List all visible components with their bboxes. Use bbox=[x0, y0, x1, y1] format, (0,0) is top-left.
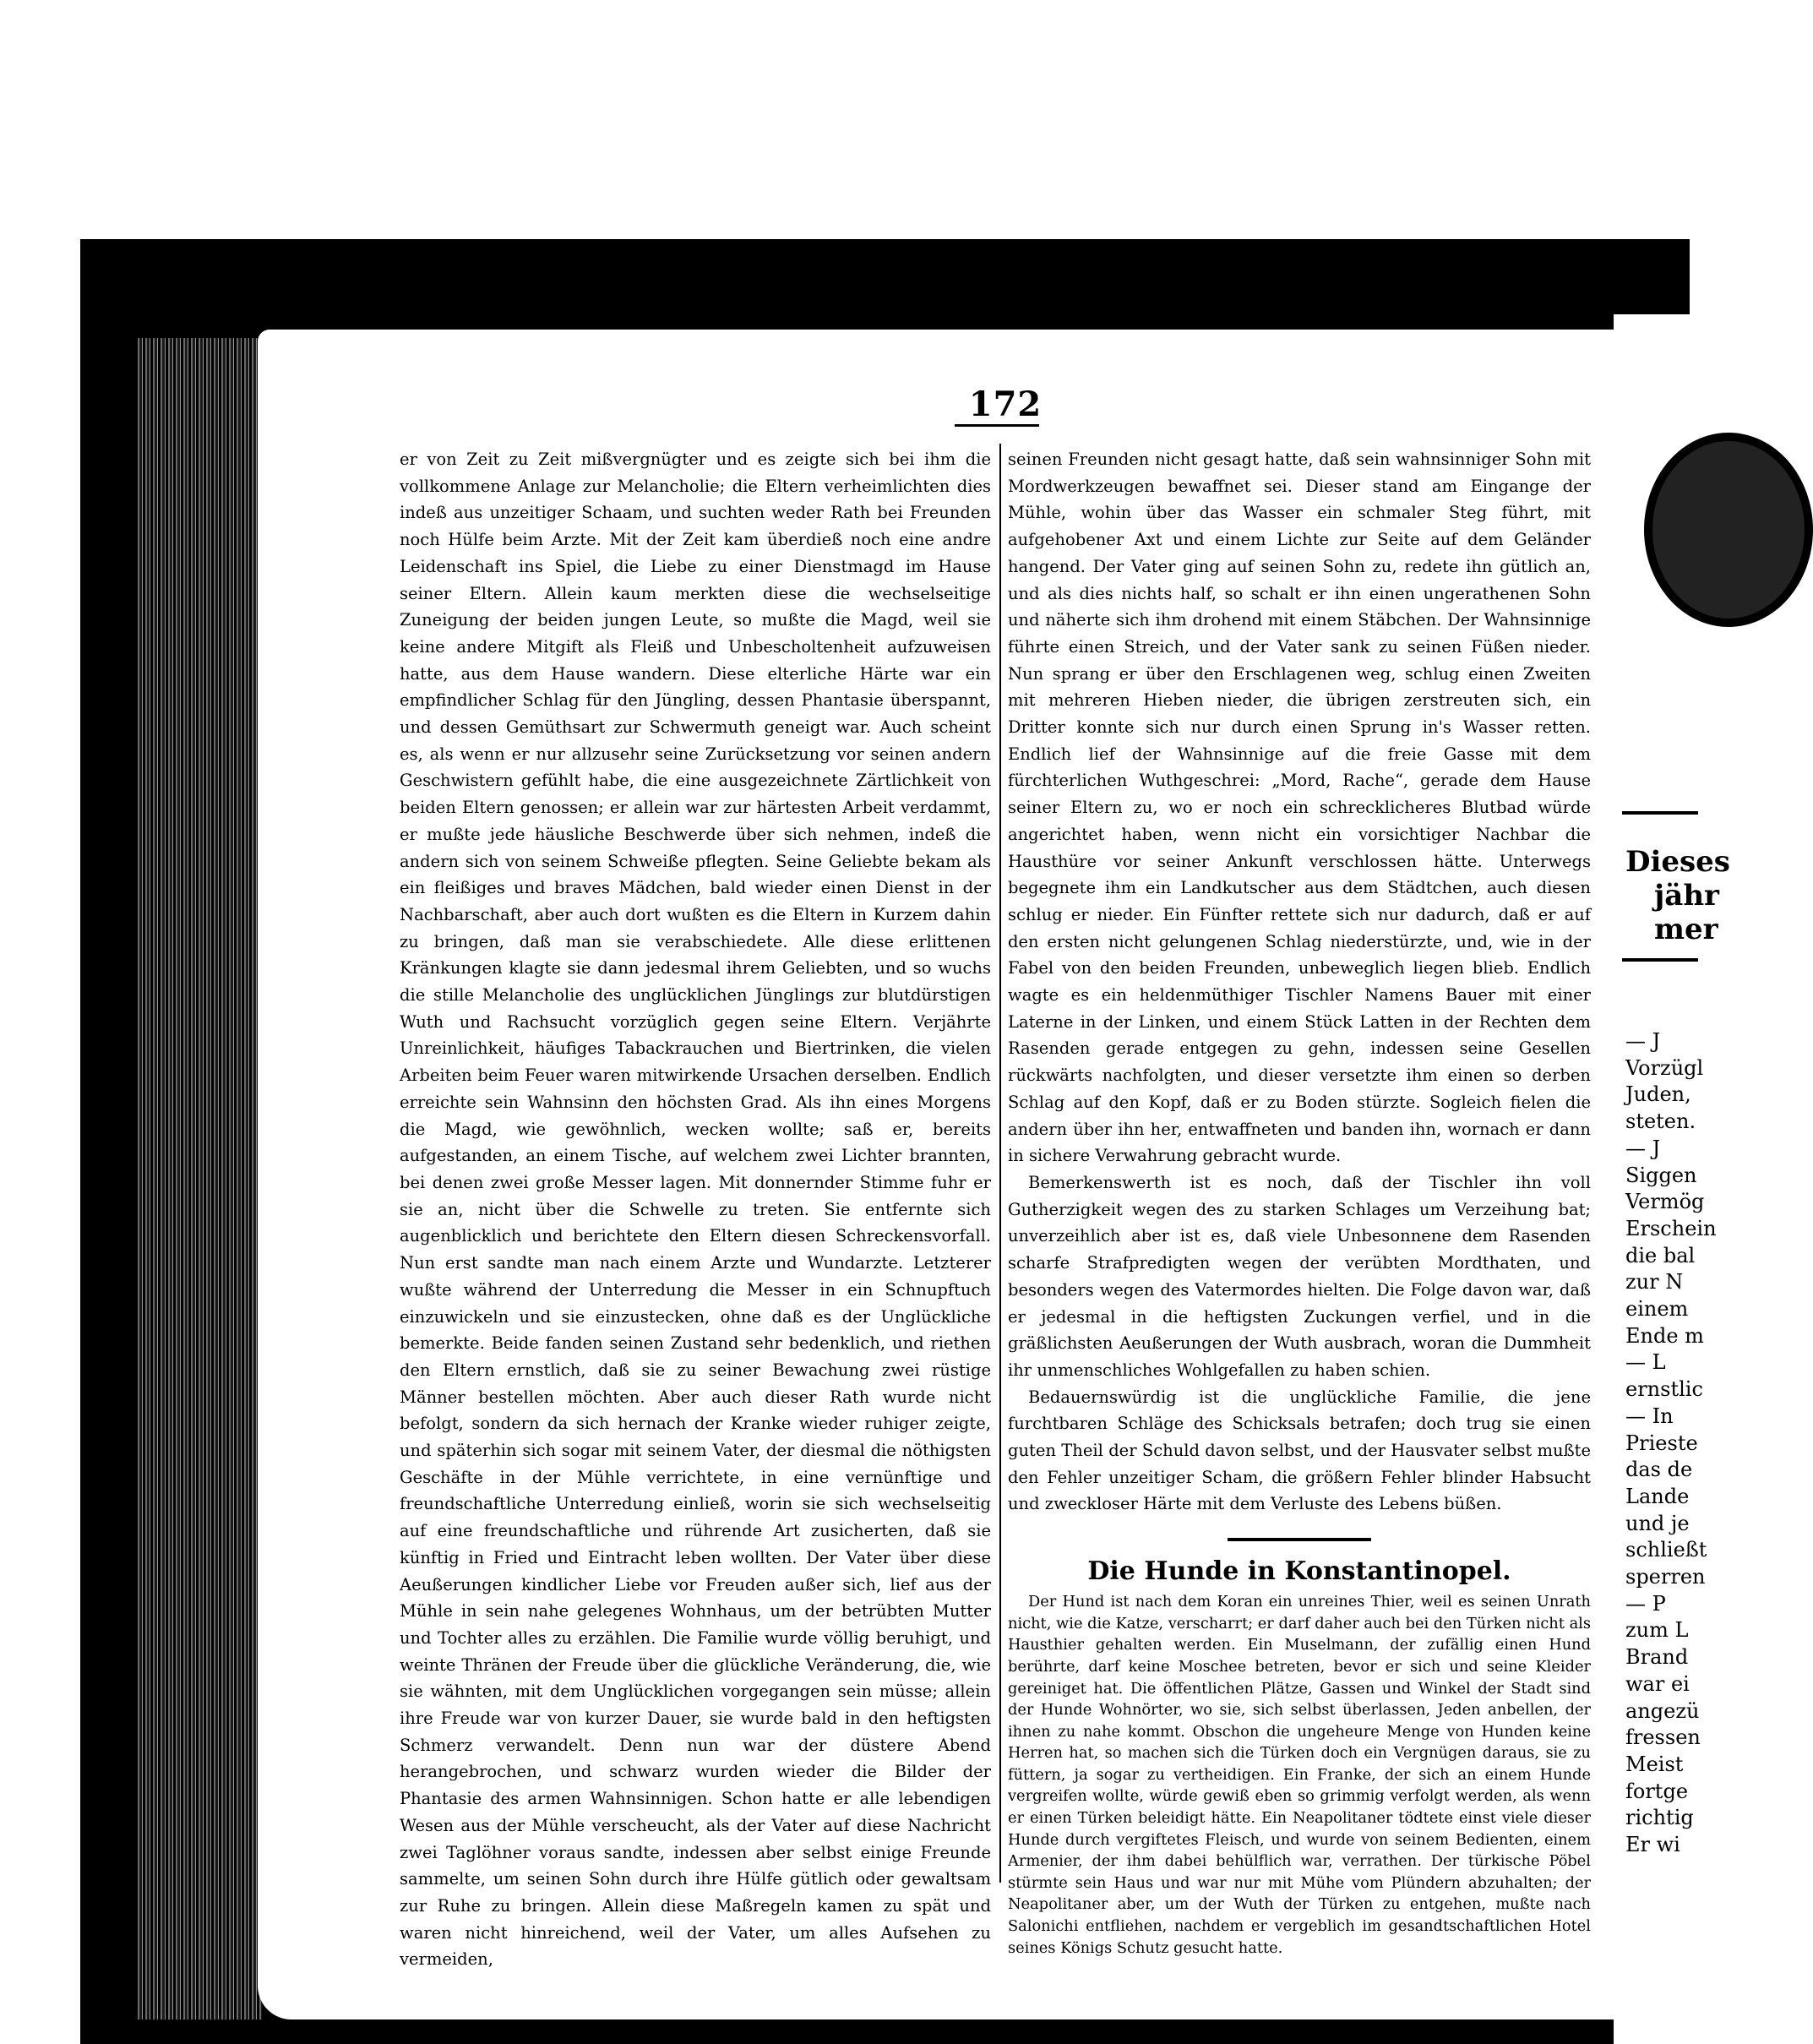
next-page-line: schließt bbox=[1625, 1538, 1707, 1562]
page-number: 172 bbox=[968, 384, 1043, 424]
next-page-rule-bottom bbox=[1622, 958, 1698, 962]
next-page-fragment bbox=[1614, 314, 1730, 2044]
next-page-line: — L bbox=[1625, 1350, 1666, 1375]
article-body bbox=[1008, 1591, 1591, 1959]
next-page-line: das de bbox=[1625, 1458, 1693, 1482]
seal-emblem bbox=[1644, 433, 1813, 627]
next-page-line: Meist bbox=[1625, 1752, 1684, 1776]
left-column bbox=[400, 446, 991, 1973]
next-page-rule-top bbox=[1622, 811, 1698, 815]
next-page-line: Siggen bbox=[1625, 1163, 1697, 1187]
next-page-line: — In bbox=[1625, 1404, 1674, 1428]
next-page-line: zur N bbox=[1625, 1270, 1684, 1295]
next-page-line: — J bbox=[1625, 1029, 1661, 1053]
next-page-line: angezü bbox=[1625, 1698, 1700, 1723]
next-page-line: Vorzügl bbox=[1625, 1055, 1704, 1080]
next-page-line: die bal bbox=[1625, 1243, 1696, 1267]
next-page-line: ernstlic bbox=[1625, 1377, 1703, 1402]
next-page-line: Lande bbox=[1625, 1484, 1690, 1508]
page-number-rule bbox=[955, 424, 1039, 427]
next-page-line: und je bbox=[1625, 1511, 1690, 1535]
next-page-line: Ende m bbox=[1625, 1323, 1704, 1348]
next-page-line: steten. bbox=[1625, 1109, 1696, 1134]
article-title: Die Hunde in Konstantinopel. bbox=[1087, 1556, 1511, 1587]
right-paragraph-3: Bedauernswürdig ist die unglückliche Familie, die jene furchtbaren Schläge des Schicksals betrafen; doch trug sie einen guten Theil der Schuld davon selbst, und der Hausvater selbst mußte den Fehler unzeitiger Scham, die größern Fehler blinder Habsucht und zweckloser Härte mit dem Verluste des Lebens büßen. bbox=[1008, 1387, 1591, 1514]
next-page-head-3: mer bbox=[1654, 913, 1718, 946]
right-paragraph-2: Bemerkenswerth ist es noch, daß der Tischler ihn voll Gutherzigkeit wegen des zu starken Schlages um Verzeihung bat; unverzeihlich aber ist es, daß viele Unbesonnene dem Rasenden scharfe Strafpredigten wegen der verübten Mordthaten, und besonders wegen des Vatermordes hielten. Die Folge davon war, daß er jedesmal in die heftigsten Zuckungen verfiel, und in die gräßlichsten Aeußerungen der Wuth ausbrach, woran die Dummheit ihr unmenschliches Wohlgefallen zu haben schien. bbox=[1008, 1172, 1591, 1380]
next-page-line: Er wi bbox=[1625, 1833, 1680, 1856]
right-column bbox=[1008, 446, 1591, 1959]
article-text: Der Hund ist nach dem Koran ein unreines Thier, weil es seinen Unrath nicht, wie die Katze, verscharrt; er darf daher auch bei den Türken nicht als Hausthier gehalten werden. Ein Muselmann, der zufällig einen Hund berührte, darf keine Moschee betreten, bevor er sich und seine Kleider gereiniget hat. Die öffentlichen Plätze, Gassen und Winkel der Stadt sind der Hunde Wohnörter, wo sie, sich selbst überlassen, Jeden anbellen, der ihnen zu nahe kommt. Obschon die ungeheure Menge von Hunden keine Herren hat, so machen sich die Türken doch ein Vergnügen daraus, sie zu füttern, ja sogar zu vertheidigen. Ein Franke, der sich an einem Hunde vergreifen wollte, würde gewiß eben so grimmig verfolgt werden, als wenn er einen Türken beleidigt hätte. Ein Neapolitaner tödtete einst viele dieser Hunde durch vergiftetes Fleisch, und wurde von seinem Bedienten, einem Armenier, der ihm dabei behülflich war, verrathen. Der türkische Pöbel stürmte sein Haus und war nur mit Mühe vom Plündern abzuhalten; der Neapolitaner aber, um der Wuth der Türken zu entgehen, mußte nach Salonichi entfliehen, nachdem er vergeblich im gesandtschaftlichen Hotel seines Königs Schutz gesucht hatte. bbox=[1008, 1593, 1591, 1957]
next-page-head-2: jähr bbox=[1654, 879, 1719, 913]
next-page-line: war ei bbox=[1625, 1671, 1690, 1696]
next-page-line: zum L bbox=[1625, 1618, 1689, 1643]
next-page-line: — J bbox=[1625, 1136, 1661, 1160]
left-column-text: er von Zeit zu Zeit mißvergnügter und es zeigte sich bei ihm die vollkommene Anlage zur Melancholie; die Eltern verheimlichten dies indeß aus unzeitiger Schaam, und suchten weder Rath bei Freunden noch Hülfe beim Arzte. Mit der Zeit kam überdieß noch eine andre Leidenschaft ins Spiel, die Liebe zu einer Dienstmagd im Hause seiner Eltern. Allein kaum merkten diese die wechselseitige Zuneigung der beiden jungen Leute, so mußte die Magd, weil sie keine andere Mitgift als Fleiß und Unbescholtenheit aufzuweisen hatte, aus dem Hause wandern. Diese elterliche Härte war ein empfindlicher Schlag für den Jüngling, dessen Phantasie überspannt, und dessen Gemüthsart zur Schwermuth geneigt war. Auch scheint es, als wenn er nur allzusehr seine Zurücksetzung vor seinen andern Geschwistern gefühlt habe, die eine ausgezeichnete Zärtlichkeit von beiden Eltern genossen; er allein war zur härtesten Arbeit verdammt, er mußte jede häusliche Beschwerde über sich nehmen, indeß die andern sich von seinem Schweiße pflegten. Seine Geliebte bekam als ein fleißiges und braves Mädchen, bald wieder einen Dienst in der Nachbarschaft, aber auch dort wußten es die Eltern in Kurzem dahin zu bringen, daß man sie verabschiedete. Alle diese erlittenen Kränkungen klagte sie dann jedesmal ihrem Geliebten, und so wuchs die stille Melancholie des unglücklichen Jünglings zur blutdürstigen Wuth und Rachsucht vorzüglich gegen seine Eltern. Verjährte Unreinlichkeit, häufiges Tabackrauchen und Biertrinken, die vielen Arbeiten beim Feuer waren mitwirkende Ursachen derselben. Endlich erreichte sein Wahnsinn den höchsten Grad. Als ihn eines Morgens die Magd, wie gewöhnlich, wecken wollte; saß er, bereits aufgestanden, an einem Tische, auf welchem zwei Lichter brannten, bei denen zwei große Messer lagen. Mit donnernder Stimme fuhr er sie an, nicht über die Schwelle zu treten. Sie entfernte sich augenblicklich und berichtete den Eltern diesen Schreckensvorfall. Nun erst sandte man nach einem Arzte und Wundarzte. Letzterer wußte während der Unterredung die Messer in ein Schnupftuch einzuwickeln und sie einzustecken, ohne daß es der Unglückliche bemerkte. Beide fanden seinen Zustand sehr bedenklich, und riethen den Eltern ernstlich, daß sie zu seiner Bewachung zwei rüstige Männer bestellen möchten. Aber auch dieser Rath wurde nicht befolgt, sondern da sich hernach der Kranke wieder ruhiger zeigte, und späterhin sich sogar mit seinem Vater, der diesmal die nöthigsten Geschäfte in der Mühle verrichtete, in eine vernünftige und freundschaftliche Unterredung einließ, worin sie sich wechselseitig auf eine freundschaftliche und rührende Art zusicherten, daß sie künftig in Fried und Eintracht leben wollten. Der Vater über diese Aeußerungen kindlicher Liebe vor Freuden außer sich, lief aus der Mühle in sein nahe gelegenes Wohnhaus, um der betrübten Mutter und Tochter alles zu erzählen. Die Familie wurde völlig beruhigt, und weinte Thränen der Freude über die glückliche Veränderung, die, wie sie wähnten, mit dem Unglücklichen vorgegangen sein müsse; allein ihre Freude war von kurzer Dauer, sie wurde bald in den heftigsten Schmerz verwandelt. Denn nun war der düstere Abend herangebrochen, und schwarz wurden wieder die Bilder der Phantasie des armen Wahnsinnigen. Schon hatte er alle lebendigen Wesen aus der Mühle verscheucht, als der Vater auf diese Nachricht zwei Taglöhner voraus sandte, indessen aber selbst einige Freunde sammelte, um seinen Sohn durch ihre Hülfe gütlich oder gewaltsam zur Ruhe zu bringen. Allein diese Maßregeln kamen zu spät und waren nicht hinreichend, weil der Vater, um alles Aufsehen zu vermeiden, bbox=[400, 450, 991, 1970]
article-separator bbox=[1228, 1538, 1371, 1541]
next-page-line: Prieste bbox=[1625, 1431, 1698, 1455]
next-page-line: Erschein bbox=[1625, 1216, 1717, 1240]
next-page-line: Vermög bbox=[1625, 1190, 1705, 1214]
next-page-line: fortge bbox=[1625, 1779, 1689, 1803]
right-column-body bbox=[1008, 446, 1591, 1518]
right-paragraph-1: seinen Freunden nicht gesagt hatte, daß sein wahnsinniger Sohn mit Mordwerkzeugen bewaffnet sei. Dieser stand am Eingange der Mühle, wohin über das Wasser ein schmaler Steg führt, mit aufgehobener Axt und einem Lichte zur Seite auf dem Geländer hangend. Der Vater ging auf seinen Sohn zu, redete ihn gütlich an, und als dies nichts half, so schalt er ihn einen ungerathenen Sohn und näherte sich ihm drohend mit einem Stäbchen. Der Wahnsinnige führte einen Streich, und der Vater sank zu seinen Füßen nieder. Nun sprang er über den Erschlagenen weg, schlug einen Zweiten mit mehreren Hieben nieder, die übrigen zerstreuten sich, ein Dritter konnte sich nur durch einen Sprung in's Wasser retten. Endlich lief der Wahnsinnige auf die freie Gasse mit dem fürchterlichen Wuthgeschrei: „Mord, Rache“, gerade dem Hause seiner Eltern zu, wo er noch ein schrecklicheres Blutbad würde angerichtet haben, wenn nicht ein vorsichtiger Nachbar die Hausthüre vor seiner Ankunft verschlossen hätte. Unterwegs begegnete ihm ein Landkutscher aus dem Städtchen, auch diesen schlug er nieder. Ein Fünfter rettete sich nur dadurch, daß er auf den ersten nicht gelungenen Schlag niederstürzte, und, wie in der Fabel von den beiden Freunden, unbeweglich liegen blieb. Endlich wagte es ein heldenmüthiger Tischler Namens Bauer mit einer Laterne in der Linken, und einem Stück Latten in der Rechten dem Rasenden gerade entgegen zu gehn, indessen seine Gesellen rückwärts nachfolgten, und dieser versetzte ihm einen so derben Schlag auf den Kopf, daß er zu Boden stürzte. Sogleich fielen die andern über ihn her, entwaffneten und banden ihn, wornach er dann in sichere Verwahrung gebracht wurde. bbox=[1008, 450, 1591, 1166]
next-page-head-1: Dieses bbox=[1625, 845, 1730, 879]
next-page-line: fressen bbox=[1625, 1725, 1701, 1750]
next-page-line: — P bbox=[1625, 1591, 1666, 1616]
next-page-line: richtig bbox=[1625, 1806, 1694, 1830]
column-divider bbox=[999, 444, 1001, 1883]
next-page-line: Juden, bbox=[1625, 1082, 1691, 1107]
next-page-line: einem bbox=[1625, 1297, 1689, 1321]
next-page-line: sperren bbox=[1625, 1565, 1706, 1589]
next-page-line: Brand bbox=[1625, 1645, 1689, 1670]
book-page-edges bbox=[135, 338, 262, 2019]
